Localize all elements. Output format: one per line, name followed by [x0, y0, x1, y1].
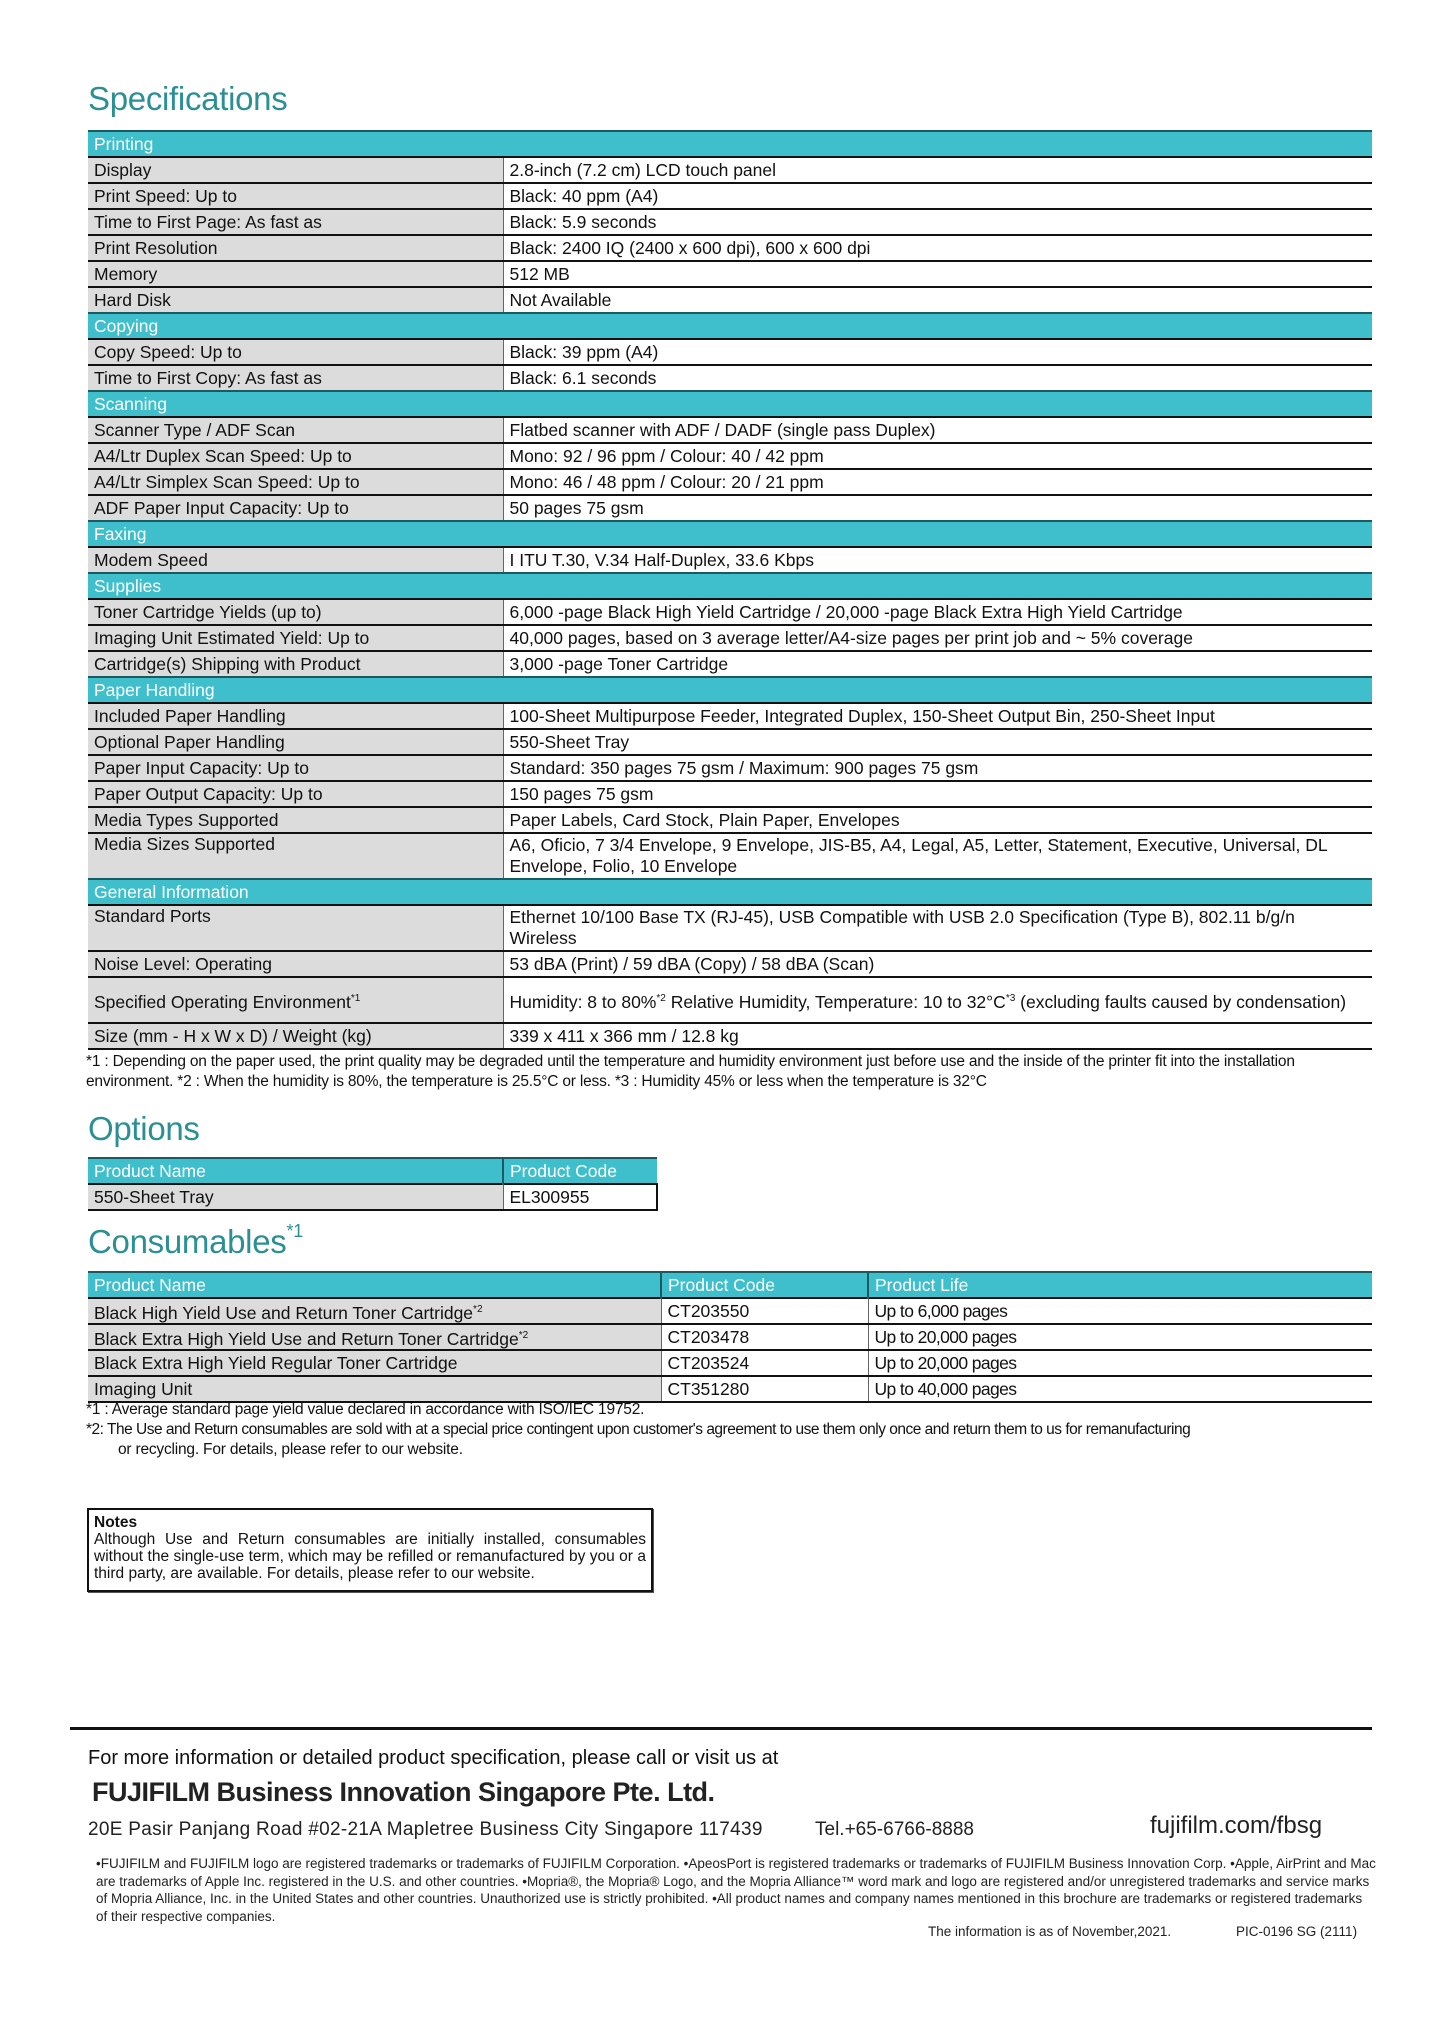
spec-key — [88, 807, 503, 833]
option-product-name: 550-Sheet Tray — [88, 1184, 503, 1210]
spec-key — [88, 183, 503, 209]
spec-key-text: Scanner Type / ADF Scan — [94, 420, 296, 440]
spec-row — [88, 703, 1372, 729]
spec-key — [88, 703, 503, 729]
footer-telephone: Tel.+65-6766-8888 — [815, 1819, 974, 1840]
spec-key — [88, 261, 503, 287]
spec-key — [88, 209, 503, 235]
consumables-title — [88, 1223, 303, 1261]
consumables-footnote-2-cont: or recycling. For details, please refer to our website. — [118, 1441, 463, 1458]
spec-key — [88, 443, 503, 469]
spec-key — [88, 977, 503, 1023]
spec-value: 2.8-inch (7.2 cm) LCD touch panel — [503, 157, 1372, 183]
footnote-mark: *3 — [1005, 992, 1016, 1004]
spec-key-text: Specified Operating Environment — [94, 991, 351, 1012]
spec-row — [88, 951, 1372, 977]
footnote-mark: *2 — [518, 1329, 529, 1341]
consumables-title-text: Consumables — [88, 1223, 287, 1260]
spec-row — [88, 781, 1372, 807]
consumables-footnote-2: *2: The Use and Return consumables are sold with at a special price contingent upon customer's agreement to use them only once and return them to us for remanufacturing — [86, 1421, 1191, 1438]
spec-value: 40,000 pages, based on 3 average letter/A4-size pages per print job and ~ 5% coverage — [503, 625, 1372, 651]
spec-section-title: Supplies — [88, 573, 1372, 599]
spec-row — [88, 469, 1372, 495]
options-header-code: Product Code — [503, 1158, 657, 1184]
spec-row — [88, 729, 1372, 755]
spec-value: 512 MB — [503, 261, 1372, 287]
spec-key-text: A4/Ltr Simplex Scan Speed: Up to — [94, 472, 360, 492]
spec-key — [88, 1023, 503, 1049]
consumable-life: Up to 6,000 pages — [868, 1298, 1372, 1324]
spec-section-title: Scanning — [88, 391, 1372, 417]
spec-key — [88, 157, 503, 183]
spec-value: 53 dBA (Print) / 59 dBA (Copy) / 58 dBA (Scan) — [503, 951, 1372, 977]
notes-body: Although Use and Return consumables are initially installed, consumables without the single-use term, which may be refilled or remanufactured by you or a third party, are available. For details, please refer to our website. — [94, 1531, 646, 1582]
spec-row — [88, 495, 1372, 521]
spec-key — [88, 625, 503, 651]
consumable-code: CT351280 — [661, 1376, 868, 1402]
spec-row — [88, 235, 1372, 261]
footer-document-code: PIC-0196 SG (2111) — [1236, 1924, 1358, 1939]
specifications-footnote: *1 : Depending on the paper used, the print quality may be degraded until the temperature and humidity environment just before use and the inside of the printer fit into the installation environment. *2 : When the humidity is 80%, the temperature is 25.5°C or less. *3 : Humidity 45% or less when the temperature is 32°C — [86, 1053, 1295, 1090]
consumable-row — [88, 1298, 1372, 1324]
spec-value: Black: 2400 IQ (2400 x 600 dpi), 600 x 600 dpi — [503, 235, 1372, 261]
spec-row — [88, 417, 1372, 443]
spec-value — [503, 977, 1372, 1023]
consumables-title-footnote-mark: *1 — [286, 1221, 303, 1241]
spec-section-title: General Information — [88, 879, 1372, 905]
consumables-table — [88, 1271, 1372, 1403]
consumable-row — [88, 1324, 1372, 1350]
spec-value: 150 pages 75 gsm — [503, 781, 1372, 807]
spec-key — [88, 235, 503, 261]
spec-value: Black: 39 ppm (A4) — [503, 339, 1372, 365]
spec-value: I ITU T.30, V.34 Half-Duplex, 33.6 Kbps — [503, 547, 1372, 573]
spec-value: Flatbed scanner with ADF / DADF (single pass Duplex) — [503, 417, 1372, 443]
spec-key-text: Optional Paper Handling — [94, 732, 285, 752]
spec-key — [88, 833, 503, 879]
spec-key-text: Included Paper Handling — [94, 706, 286, 726]
consumable-name-text: Black Extra High Yield Regular Toner Cartridge — [94, 1353, 458, 1373]
consumable-name-text: Black High Yield Use and Return Toner Cartridge — [94, 1302, 474, 1323]
spec-value: Not Available — [503, 287, 1372, 313]
consumable-row — [88, 1376, 1372, 1402]
spec-key-text: Size (mm - H x W x D) / Weight (kg) — [94, 1026, 372, 1046]
spec-key — [88, 339, 503, 365]
spec-key-text: ADF Paper Input Capacity: Up to — [94, 498, 349, 518]
spec-key-text: Copy Speed: Up to — [94, 342, 242, 362]
spec-value: 6,000 -page Black High Yield Cartridge / 20,000 -page Black Extra High Yield Cartridge — [503, 599, 1372, 625]
spec-section-title: Copying — [88, 313, 1372, 339]
spec-key-text: Modem Speed — [94, 550, 208, 570]
notes-title: Notes — [94, 1514, 138, 1531]
spec-key — [88, 469, 503, 495]
consumables-header-name: Product Name — [88, 1272, 661, 1298]
spec-row — [88, 651, 1372, 677]
spec-value: Black: 40 ppm (A4) — [503, 183, 1372, 209]
spec-value: Paper Labels, Card Stock, Plain Paper, Envelopes — [503, 807, 1372, 833]
spec-key-text: Media Sizes Supported — [94, 834, 275, 854]
consumable-code: CT203550 — [661, 1298, 868, 1324]
spec-key — [88, 547, 503, 573]
spec-row — [88, 183, 1372, 209]
spec-value-text: Relative Humidity, Temperature: 10 to 32°C — [665, 991, 1006, 1012]
spec-row — [88, 157, 1372, 183]
spec-row — [88, 625, 1372, 651]
spec-key-text: Print Speed: Up to — [94, 186, 237, 206]
spec-value: Mono: 46 / 48 ppm / Colour: 20 / 21 ppm — [503, 469, 1372, 495]
consumable-name — [88, 1350, 661, 1376]
spec-value: 3,000 -page Toner Cartridge — [503, 651, 1372, 677]
options-title: Options — [88, 1110, 200, 1147]
spec-key — [88, 755, 503, 781]
spec-value: 50 pages 75 gsm — [503, 495, 1372, 521]
footer-address: 20E Pasir Panjang Road #02-21A Mapletree Business City Singapore 117439 — [88, 1819, 763, 1840]
spec-section-header — [88, 879, 1372, 905]
spec-row — [88, 443, 1372, 469]
spec-value: Mono: 92 / 96 ppm / Colour: 40 / 42 ppm — [503, 443, 1372, 469]
spec-row — [88, 905, 1372, 951]
spec-row — [88, 807, 1372, 833]
spec-value: 339 x 411 x 366 mm / 12.8 kg — [503, 1023, 1372, 1049]
consumable-code: CT203478 — [661, 1324, 868, 1350]
spec-section-header — [88, 521, 1372, 547]
spec-key — [88, 495, 503, 521]
consumable-life: Up to 20,000 pages — [868, 1350, 1372, 1376]
spec-key — [88, 417, 503, 443]
footer-company-name: FUJIFILM Business Innovation Singapore Pte. Ltd. — [92, 1777, 715, 1807]
consumable-name — [88, 1298, 661, 1324]
options-table — [88, 1157, 658, 1211]
spec-value-text: Humidity: 8 to 80% — [509, 991, 657, 1012]
specifications-table — [88, 130, 1372, 1050]
options-header-row — [88, 1158, 657, 1184]
spec-value: Standard: 350 pages 75 gsm / Maximum: 900 pages 75 gsm — [503, 755, 1372, 781]
spec-row — [88, 209, 1372, 235]
spec-key-text: Paper Input Capacity: Up to — [94, 758, 309, 778]
spec-key — [88, 365, 503, 391]
consumables-header-code: Product Code — [661, 1272, 868, 1298]
spec-key-text: Imaging Unit Estimated Yield: Up to — [94, 628, 370, 648]
options-header-name: Product Name — [88, 1158, 503, 1184]
spec-row — [88, 833, 1372, 879]
spec-key-text: Noise Level: Operating — [94, 954, 273, 974]
spec-key — [88, 781, 503, 807]
consumable-name — [88, 1324, 661, 1350]
spec-row — [88, 599, 1372, 625]
specifications-title: Specifications — [88, 80, 288, 117]
consumables-header-life: Product Life — [868, 1272, 1372, 1298]
spec-section-title: Faxing — [88, 521, 1372, 547]
spec-key-text: Print Resolution — [94, 238, 218, 258]
footer-divider — [70, 1727, 1372, 1730]
consumable-name-text: Black Extra High Yield Use and Return Toner Cartridge — [94, 1328, 519, 1349]
spec-key-text: A4/Ltr Duplex Scan Speed: Up to — [94, 446, 352, 466]
consumables-footnote-1: *1 : Average standard page yield value declared in accordance with ISO/IEC 19752. — [86, 1401, 645, 1418]
options-row — [88, 1184, 657, 1210]
footer-info-text: For more information or detailed product specification, please call or visit us at — [88, 1747, 779, 1769]
spec-row — [88, 261, 1372, 287]
consumable-name — [88, 1376, 661, 1402]
option-product-code: EL300955 — [503, 1184, 657, 1210]
spec-key — [88, 951, 503, 977]
spec-section-title: Paper Handling — [88, 677, 1372, 703]
spec-key — [88, 729, 503, 755]
spec-value: 550-Sheet Tray — [503, 729, 1372, 755]
spec-key-text: Standard Ports — [94, 906, 211, 926]
spec-row — [88, 755, 1372, 781]
spec-key-text: Cartridge(s) Shipping with Product — [94, 654, 361, 674]
spec-section-header — [88, 677, 1372, 703]
spec-key-text: Toner Cartridge Yields (up to) — [94, 602, 322, 622]
spec-value: 100-Sheet Multipurpose Feeder, Integrated Duplex, 150-Sheet Output Bin, 250-Sheet Input — [503, 703, 1372, 729]
spec-value: A6, Oficio, 7 3/4 Envelope, 9 Envelope, JIS-B5, A4, Legal, A5, Letter, Statement, Executive, Universal, DL Envelope, Folio, 10 Envelope — [503, 833, 1372, 879]
spec-section-header — [88, 131, 1372, 157]
spec-row — [88, 339, 1372, 365]
spec-key — [88, 599, 503, 625]
spec-key — [88, 651, 503, 677]
spec-value-text: (excluding faults caused by condensation) — [1015, 991, 1347, 1012]
spec-row — [88, 365, 1372, 391]
spec-row — [88, 977, 1372, 1023]
spec-key — [88, 287, 503, 313]
spec-section-header — [88, 391, 1372, 417]
spec-key — [88, 905, 503, 951]
spec-key-text: Paper Output Capacity: Up to — [94, 784, 323, 804]
spec-value: Black: 6.1 seconds — [503, 365, 1372, 391]
consumable-life: Up to 20,000 pages — [868, 1324, 1372, 1350]
spec-row — [88, 1023, 1372, 1049]
spec-key-text: Display — [94, 160, 152, 180]
spec-key-text: Memory — [94, 264, 158, 284]
spec-section-title: Printing — [88, 131, 1372, 157]
spec-section-header — [88, 573, 1372, 599]
footer-legal-text: •FUJIFILM and FUJIFILM logo are registered trademarks or trademarks of FUJIFILM Corporation. •ApeosPort is registered trademarks or trademarks of FUJIFILM Business Innovation Corp. •Apple, AirPrint and Mac are trademarks of Apple Inc. registered in the U.S. and other countries. •Mopria®, the Mopria® Logo, and the Mopria Alliance™ word mark and logo are registered and/or unregistered trademarks and service marks of Mopria Alliance, Inc. in the United States and other countries. Unauthorized use is strictly prohibited. •All product names and company names mentioned in this brochure are trademarks or registered trademarks of their respective companies. — [96, 1856, 1376, 1924]
footer-website-link[interactable]: fujifilm.com/fbsg — [1150, 1812, 1323, 1839]
footnote-mark: *2 — [473, 1303, 483, 1315]
spec-section-header — [88, 313, 1372, 339]
consumables-header-row — [88, 1272, 1372, 1298]
spec-key-text: Media Types Supported — [94, 810, 279, 830]
footer-info-date: The information is as of November,2021. — [928, 1924, 1172, 1939]
spec-key-text: Hard Disk — [94, 290, 171, 310]
footnote-mark: *1 — [350, 992, 361, 1004]
spec-row — [88, 547, 1372, 573]
spec-key-text: Time to First Page: As fast as — [94, 212, 322, 232]
consumable-code: CT203524 — [661, 1350, 868, 1376]
spec-key-text: Time to First Copy: As fast as — [94, 368, 322, 388]
notes-box — [87, 1508, 653, 1592]
consumable-name-text: Imaging Unit — [94, 1379, 193, 1399]
footnote-mark: *2 — [656, 992, 666, 1004]
spec-value: Ethernet 10/100 Base TX (RJ-45), USB Compatible with USB 2.0 Specification (Type B), 802.11 b/g/n Wireless — [503, 905, 1372, 951]
spec-value: Black: 5.9 seconds — [503, 209, 1372, 235]
spec-row — [88, 287, 1372, 313]
consumable-life: Up to 40,000 pages — [868, 1376, 1372, 1402]
consumable-row — [88, 1350, 1372, 1376]
